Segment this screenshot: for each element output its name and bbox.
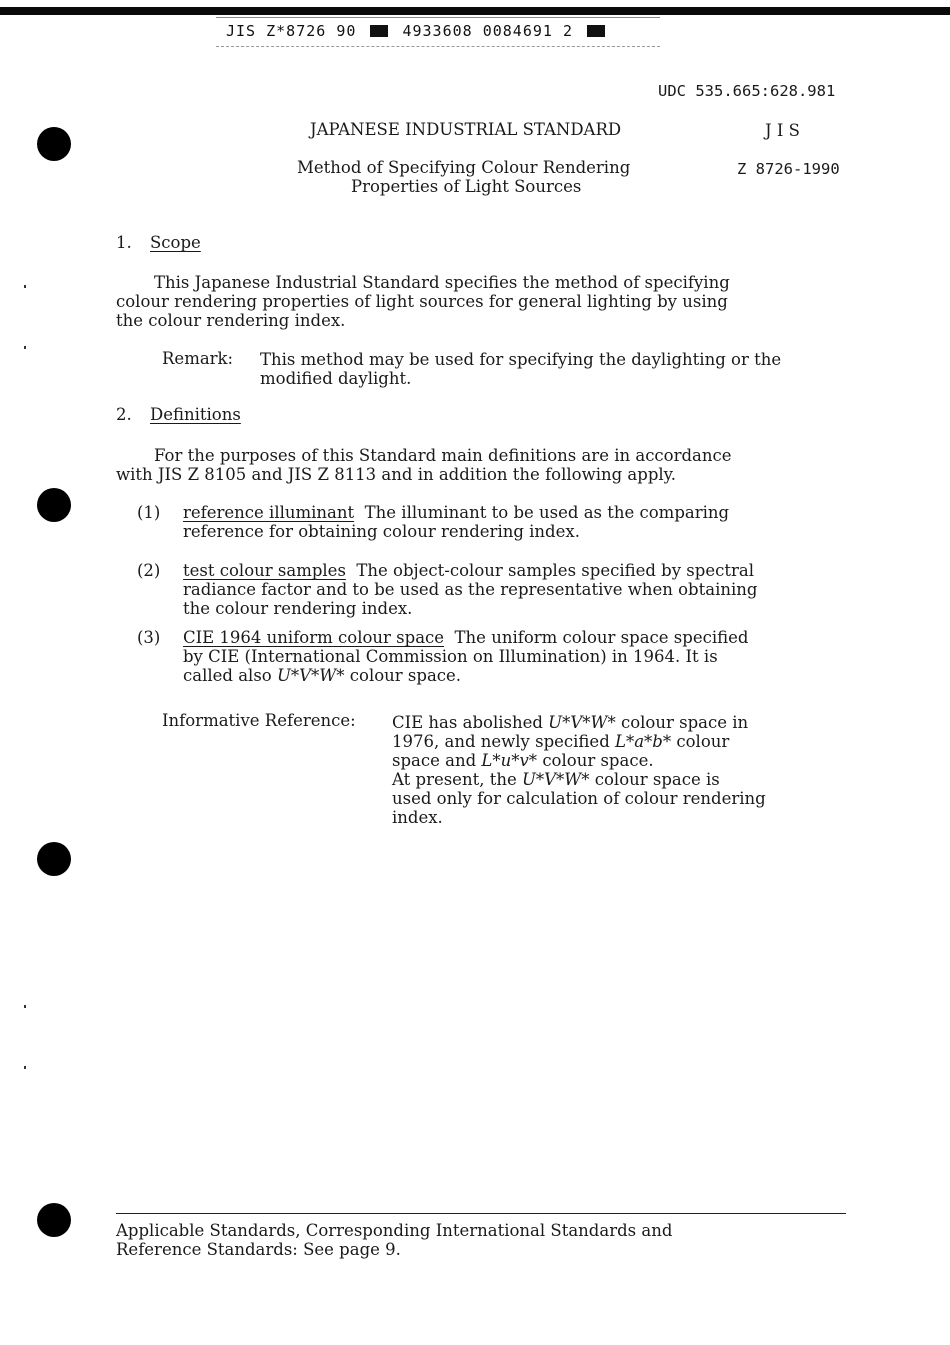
catalog-code-part1: JIS Z*8726 90 xyxy=(226,22,357,40)
definition-2-line-1 xyxy=(183,561,754,580)
jis-label: J I S xyxy=(765,121,800,140)
info-ref-line-5: used only for calculation of colour rendering xyxy=(392,789,766,808)
remark-label: Remark: xyxy=(162,349,234,368)
scope-para-line-3: the colour rendering index. xyxy=(116,311,346,330)
scan-top-border xyxy=(0,7,950,15)
redaction-block-icon xyxy=(370,25,388,37)
title-line-1: Method of Specifying Colour Rendering xyxy=(297,158,631,177)
definition-1-line-1 xyxy=(183,503,729,522)
definition-2-text: The object-colour samples specified by spectral xyxy=(356,561,754,580)
scan-speck xyxy=(24,1066,26,1069)
title-line-2: Properties of Light Sources xyxy=(351,177,582,196)
definition-2-term: test colour samples xyxy=(183,561,346,580)
definition-1-number: (1) xyxy=(137,503,161,522)
section-1-number: 1. xyxy=(116,233,132,252)
punch-hole xyxy=(37,127,71,161)
standard-number: Z 8726-1990 xyxy=(737,160,840,178)
redaction-block-icon xyxy=(587,25,605,37)
info-ref-line-2: 1976, and newly specified L*a*b* colour xyxy=(392,732,730,751)
scan-speck xyxy=(24,346,26,349)
lab-symbol: L*a*b* xyxy=(615,732,672,751)
luv-symbol: L*u*v* xyxy=(481,751,538,770)
scope-para-line-2: colour rendering properties of light sources for general lighting by using xyxy=(116,292,728,311)
definition-3-line-1 xyxy=(183,628,748,647)
definition-1-text: The illuminant to be used as the comparing xyxy=(364,503,730,522)
section-1-heading: Scope xyxy=(150,233,201,252)
punch-hole xyxy=(37,488,71,522)
scan-speck xyxy=(24,1005,26,1008)
definition-3-line-3: called also U*V*W* colour space. xyxy=(183,666,462,685)
udc-code: UDC 535.665:628.981 xyxy=(658,82,836,100)
remark-line-1: This method may be used for specifying the daylighting or the xyxy=(260,350,782,369)
definition-3-text: The uniform colour space specified xyxy=(454,628,749,647)
header-rule-top xyxy=(216,17,660,18)
definition-1-term: reference illuminant xyxy=(183,503,355,522)
definitions-para-line-1: For the purposes of this Standard main definitions are in accordance xyxy=(154,446,732,465)
remark-line-2: modified daylight. xyxy=(260,369,412,388)
info-ref-label: Informative Reference: xyxy=(162,711,356,730)
definition-3-term: CIE 1964 uniform colour space xyxy=(183,628,445,647)
punch-hole xyxy=(37,842,71,876)
definition-2-line-2: radiance factor and to be used as the representative when obtaining xyxy=(183,580,758,599)
definition-2-number: (2) xyxy=(137,561,161,580)
uvw-symbol: U*V*W* xyxy=(521,770,590,789)
scan-speck xyxy=(24,285,26,288)
definition-1-line-2: reference for obtaining colour rendering index. xyxy=(183,522,580,541)
footer-rule xyxy=(116,1213,846,1214)
definition-3-number: (3) xyxy=(137,628,161,647)
footer-line-1: Applicable Standards, Corresponding International Standards and xyxy=(116,1221,673,1240)
punch-hole xyxy=(37,1203,71,1237)
catalog-code xyxy=(226,22,609,40)
definitions-para-line-2: with JIS Z 8105 and JIS Z 8113 and in addition the following apply. xyxy=(116,465,677,484)
header-rule-bottom xyxy=(216,46,660,47)
definition-3-line-2: by CIE (International Commission on Illumination) in 1964. It is xyxy=(183,647,718,666)
uvw-symbol: U*V*W* xyxy=(548,713,616,732)
info-ref-line-6: index. xyxy=(392,808,443,827)
section-2-heading: Definitions xyxy=(150,405,241,424)
section-2-number: 2. xyxy=(116,405,132,424)
info-ref-line-3: space and L*u*v* colour space. xyxy=(392,751,654,770)
info-ref-line-1: CIE has abolished U*V*W* colour space in xyxy=(392,713,749,732)
info-ref-line-4: At present, the U*V*W* colour space is xyxy=(392,770,720,789)
uvw-symbol: U*V*W* xyxy=(276,666,345,685)
scope-para-line-1: This Japanese Industrial Standard specifies the method of specifying xyxy=(154,273,730,292)
standard-org: JAPANESE INDUSTRIAL STANDARD xyxy=(310,120,622,139)
catalog-code-part2: 4933608 0084691 2 xyxy=(402,22,573,40)
definition-2-line-3: the colour rendering index. xyxy=(183,599,413,618)
footer-line-2: Reference Standards: See page 9. xyxy=(116,1240,401,1259)
